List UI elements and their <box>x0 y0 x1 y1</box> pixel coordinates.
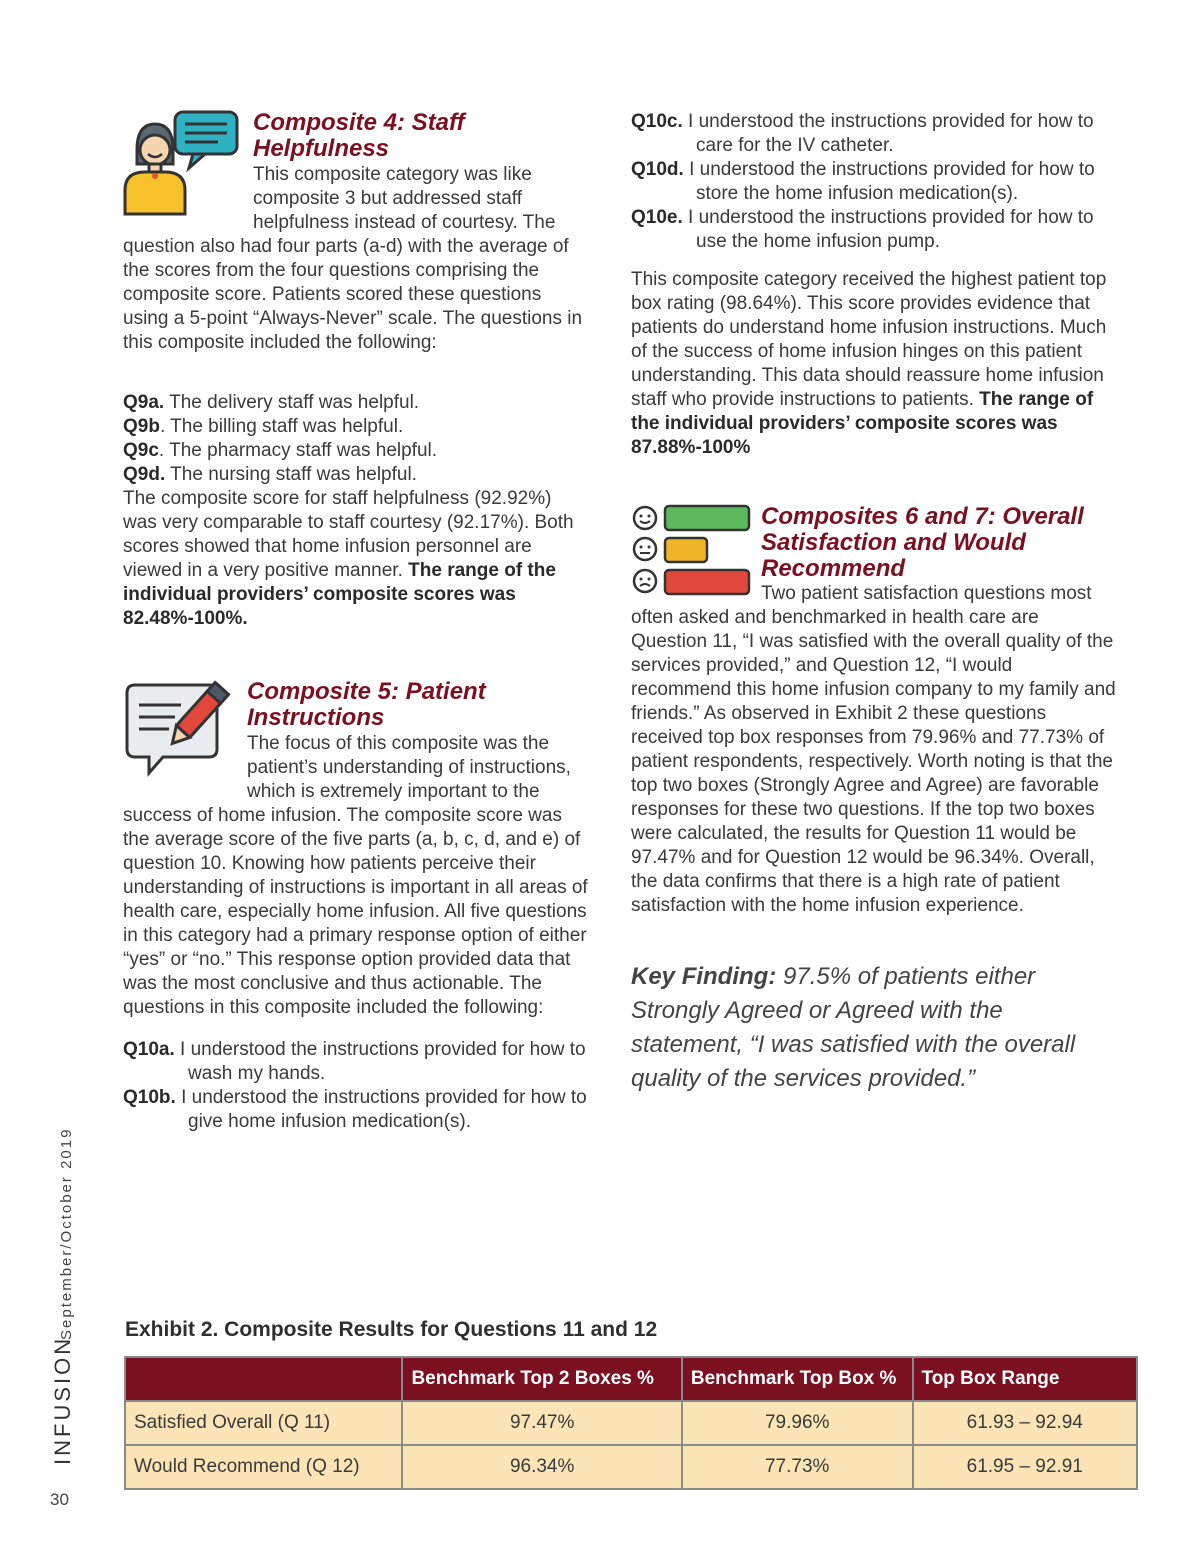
key-finding <box>631 960 1116 1096</box>
table-header-cell: Top Box Range <box>913 1357 1138 1401</box>
question-q9b <box>123 415 588 439</box>
key-finding-text: 97.5% of patients either Strongly Agreed or Agreed with the statement, “I was satisfied with the overall quality of the services provided.” <box>631 963 1076 1092</box>
table-row <box>125 1445 1137 1489</box>
table-header-cell: Benchmark Top Box % <box>682 1357 913 1401</box>
question-text: I understood the instructions provided for how to care for the IV catheter. <box>682 111 1094 156</box>
table-cell: 61.95 – 92.91 <box>913 1445 1138 1489</box>
table-cell: 61.93 – 92.94 <box>913 1401 1138 1445</box>
composite4-title-line2: Helpfulness <box>253 135 390 162</box>
question-q9c <box>123 439 588 463</box>
composite5-title-line1: Composite 5: Patient <box>247 678 486 705</box>
composite5-summary-text: This composite category received the highest patient top box rating (98.64%). This score provides evidence that patients do understand home infusion instructions. Much of the success of home infusion hinges on this patient understanding. This data should reassure home infusion staff who provide instructions to patients. <box>631 269 1107 410</box>
exhibit-table <box>124 1356 1138 1490</box>
question-q9d <box>123 463 588 487</box>
question-q10c <box>631 110 1116 158</box>
key-finding-label: Key Finding: <box>631 963 777 990</box>
question-text: The delivery staff was helpful. <box>164 392 420 413</box>
left-column <box>123 110 588 1134</box>
question-text: The nursing staff was helpful. <box>165 464 417 485</box>
table-cell-label: Satisfied Overall (Q 11) <box>125 1401 402 1445</box>
question-text: I understood the instructions provided for how to wash my hands. <box>174 1039 586 1084</box>
composite4-summary-bold: The range of the individual providers’ composite scores was 82.48%-100%. <box>123 560 556 629</box>
composite5-title-line2: Instructions <box>247 704 385 731</box>
question-number: Q9a. <box>123 392 165 413</box>
question-text: I understood the instructions provided for how to give home infusion medication(s). <box>175 1087 587 1132</box>
table-row <box>125 1401 1137 1445</box>
page-number: 30 <box>50 1490 69 1509</box>
table-cell: 96.34% <box>402 1445 681 1489</box>
composite4-section <box>123 110 588 355</box>
table-cell-label: Would Recommend (Q 12) <box>125 1445 402 1489</box>
composite4-title-line1: Composite 4: Staff <box>253 109 465 136</box>
staff-helpfulness-icon <box>123 110 253 220</box>
composite5-summary-bold: The range of the individual providers’ composite scores was 87.88%-100% <box>631 389 1094 458</box>
question-number: Q10b. <box>123 1087 176 1108</box>
composite5-summary <box>631 268 1116 460</box>
question-q10d <box>631 158 1116 206</box>
patient-instructions-icon <box>123 679 247 783</box>
composite5-section <box>123 679 588 1020</box>
magazine-logo: INFUSION <box>50 1335 75 1465</box>
question-q10b <box>123 1086 588 1134</box>
right-column <box>631 110 1116 1096</box>
question-text: . The billing staff was helpful. <box>159 416 404 437</box>
satisfaction-meter-icon <box>631 504 761 600</box>
composite67-title-line2: Satisfaction and Would <box>761 529 1026 556</box>
composite4-summary-text: The composite score for staff helpfulness (92.92%) was very comparable to staff courtesy (92.17%). Both scores showed that home infusion personnel are viewed in a very positive manner. <box>123 488 574 581</box>
composite67-title-line3: Recommend <box>761 555 906 582</box>
question-text: I understood the instructions provided for how to use the home infusion pump. <box>682 207 1094 252</box>
question-q10a <box>123 1038 588 1086</box>
question-text: . The pharmacy staff was helpful. <box>158 440 438 461</box>
composite67-body: Two patient satisfaction questions most often asked and benchmarked in health care are Question 11, “I was satisfied with the overall quality of the services provided,” and Question 12, “I would recommend this home infusion company to my family and friends.” As observed in Exhibit 2 these questions received top box responses from 79.96% and 77.73% of patient respondents, respectively. Worth noting is that the top two boxes (Strongly Agree and Agree) are favorable responses for these two questions. If the top two boxes were calculated, the results for Question 11 would be 97.47% and for Question 12 would be 96.34%. Overall, the data confirms that there is a high rate of patient satisfaction with the home infusion experience. <box>631 583 1116 916</box>
composite67-title-line1: Composites 6 and 7: Overall <box>761 503 1084 530</box>
table-header-cell <box>125 1357 402 1401</box>
composite67-section <box>631 504 1116 918</box>
issue-date: September/October 2019 <box>58 1127 75 1340</box>
question-q9a <box>123 391 588 415</box>
question-text: I understood the instructions provided for how to store the home infusion medication(s). <box>683 159 1095 204</box>
composite4-summary <box>123 487 588 631</box>
question-number: Q9b <box>123 416 160 437</box>
composite5-intro: The focus of this composite was the patient’s understanding of instructions, which is extremely important to the success of home infusion. The composite score was the average score of the five parts (a, b, c, d, and e) of question 10. Knowing how patients perceive their understanding of instructions is important in all areas of health care, especially home infusion. All five questions in this category had a primary response option of either “yes” or “no.” This response option provided data that was the most conclusive and thus actionable. The questions in this composite included the following: <box>123 733 588 1018</box>
composite4-intro: This composite category was like composite 3 but addressed staff helpfulness instead of courtesy. The question also had four parts (a-d) with the average of the scores from the four questions comprising the composite score. Patients scored these questions using a 5-point “Always-Never” scale. The questions in this composite included the following: <box>123 164 583 353</box>
question-number: Q9d. <box>123 464 166 485</box>
question-number: Q10d. <box>631 159 684 180</box>
table-header-row <box>125 1357 1137 1401</box>
question-number: Q10a. <box>123 1039 175 1060</box>
exhibit-title: Exhibit 2. Composite Results for Questions 11 and 12 <box>125 1318 658 1341</box>
question-q10e <box>631 206 1116 254</box>
table-cell: 79.96% <box>682 1401 913 1445</box>
table-cell: 97.47% <box>402 1401 681 1445</box>
question-number: Q10e. <box>631 207 683 228</box>
table-header-cell: Benchmark Top 2 Boxes % <box>402 1357 681 1401</box>
table-cell: 77.73% <box>682 1445 913 1489</box>
question-number: Q10c. <box>631 111 683 132</box>
question-number: Q9c <box>123 440 159 461</box>
